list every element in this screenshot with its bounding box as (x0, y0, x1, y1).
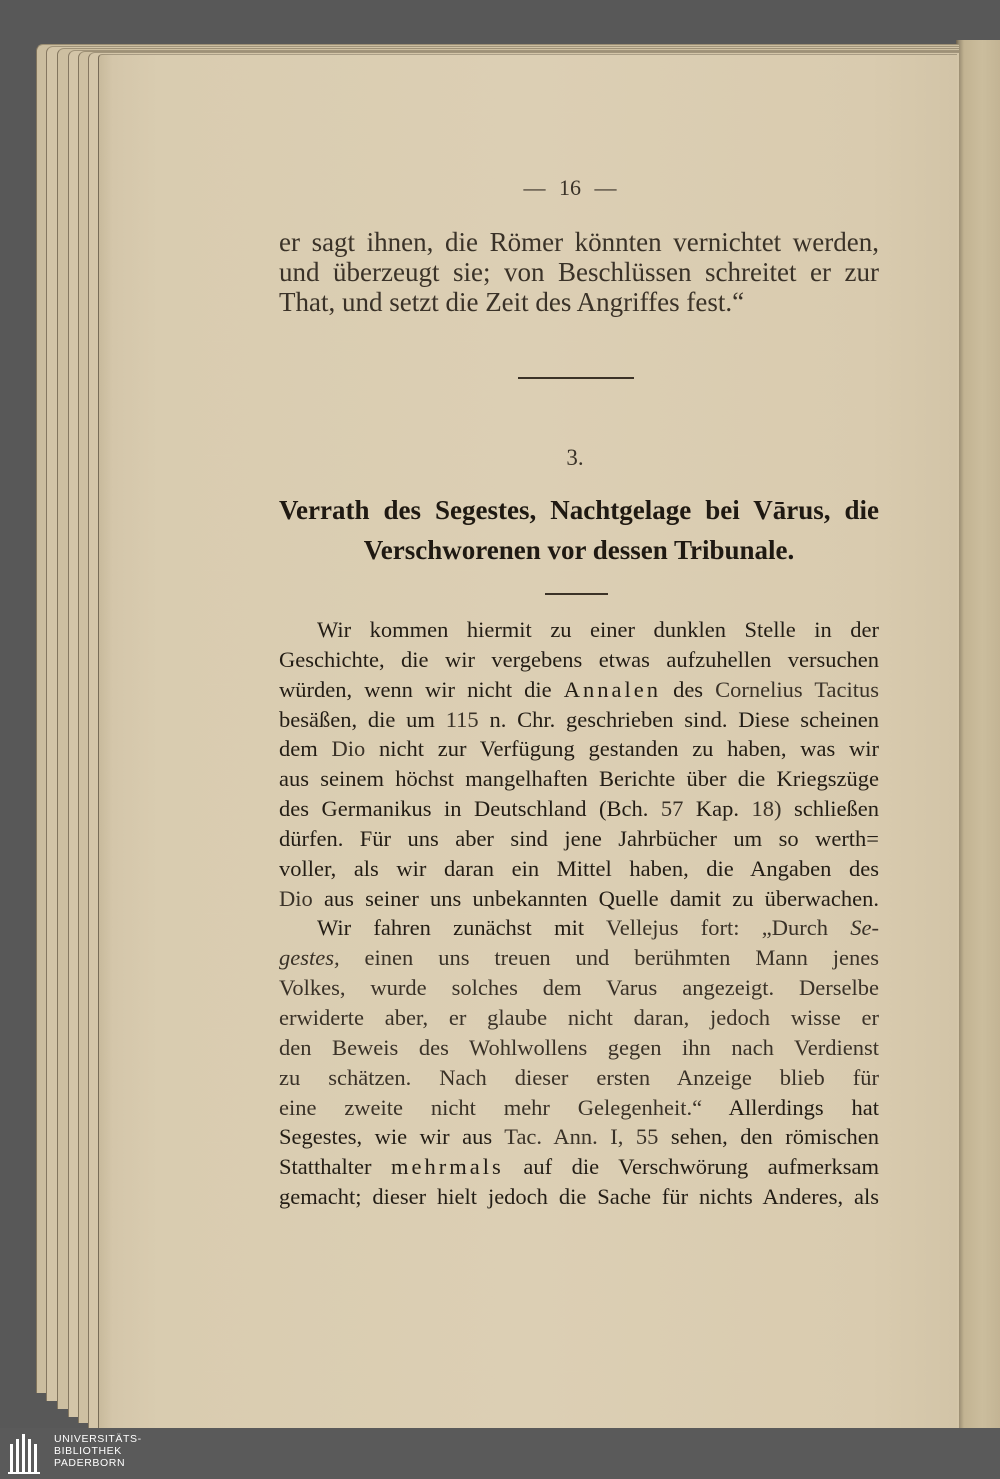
fraktur-text: dem (279, 736, 332, 762)
body-line (279, 1152, 879, 1182)
library-logo-text (54, 1433, 142, 1469)
heading-divider (545, 593, 608, 595)
body-paragraph (279, 615, 879, 1212)
fraktur-text: aus seinem höchst mangelhaften Berichte über die Kriegszüge (279, 766, 879, 792)
fraktur-text: dürfen. Für uns aber sind jene Jahrbücher um so werth= (279, 825, 879, 851)
body-line (279, 615, 879, 645)
body-line (279, 1033, 879, 1063)
body-line (279, 884, 879, 914)
spaced-emphasis: mehrmals (391, 1154, 504, 1180)
library-logo-icon (6, 1432, 46, 1476)
antiqua-text: Tac. Ann. I, 55 (504, 1124, 659, 1150)
antiqua-text: eine zweite nicht mehr Gelegenheit.“ (279, 1094, 729, 1120)
section-heading (279, 490, 879, 570)
library-footer-bar (0, 1428, 1000, 1479)
body-line (279, 705, 879, 735)
spaced-emphasis: Annalen (563, 676, 661, 702)
antiqua-text: zu schätzen. Nach dieser ersten Anzeige blieb für (279, 1064, 879, 1090)
italic-name: Se- (850, 915, 879, 941)
body-line (279, 943, 879, 973)
fraktur-text: würden, wenn wir nicht die (279, 676, 564, 702)
fraktur-text: Kap. (683, 796, 752, 822)
section-divider (518, 377, 634, 379)
fraktur-text: besäßen, die um (279, 706, 446, 732)
fraktur-text: n. Chr. geschrieben sind. Diese scheinen (478, 706, 879, 732)
body-line (279, 764, 879, 794)
fraktur-text: Segestes, wie wir aus (279, 1124, 505, 1150)
fraktur-text: Geschichte, die wir vergebens etwas aufzuhellen versuchen (279, 646, 879, 672)
fraktur-text: des (660, 676, 716, 702)
body-line (279, 1003, 879, 1033)
fraktur-text: voller, als wir daran ein Mittel haben, die Angaben des (279, 855, 879, 881)
body-line (279, 1063, 879, 1093)
intro-paragraph (279, 227, 879, 317)
fraktur-text: nicht zur Verfügung gestanden zu haben, was wir (365, 736, 879, 762)
fraktur-text: Statthalter (279, 1154, 392, 1180)
section-number: 3. (566, 445, 584, 470)
body-line (279, 913, 879, 943)
fraktur-text: gemacht; dieser hielt jedoch die Sache für nichts Anderes, als (279, 1184, 879, 1210)
antiqua-text: 57 (660, 796, 684, 822)
logo-text-line: BIBLIOTHEK (54, 1445, 122, 1457)
antiqua-text: 18) (751, 796, 782, 822)
antiqua-text: Vellejus fort: „Durch (605, 915, 851, 941)
body-line (279, 854, 879, 884)
antiqua-text: Cornelius Tacitus (715, 676, 879, 702)
heading-line: Verschworenen vor dessen Tribunale. (363, 535, 795, 565)
body-line (279, 824, 879, 854)
page-number: — 16 — (523, 175, 617, 200)
body-line (279, 675, 879, 705)
fraktur-text: sehen, den römischen (658, 1124, 879, 1150)
fraktur-text: aus seiner uns unbekannten Quelle damit zu überwachen. (312, 885, 879, 911)
fraktur-text: Allerdings hat (728, 1094, 879, 1120)
body-line (279, 1093, 879, 1123)
body-line (279, 973, 879, 1003)
body-line (279, 645, 879, 675)
fraktur-text: schließen (781, 796, 879, 822)
antiqua-text: Dio (331, 736, 366, 762)
body-line (279, 734, 879, 764)
intro-line: er sagt ihnen, die Römer könnten vernichtet werden, (279, 227, 879, 257)
logo-text-line: UNIVERSITÄTS- (54, 1433, 142, 1445)
logo-text-line: PADERBORN (54, 1457, 126, 1469)
antiqua-text: Dio (279, 885, 313, 911)
heading-line: Verrath des Segestes, Nachtgelage bei Vārus, die (279, 495, 879, 525)
intro-line: That, und setzt die Zeit des Angriffes fest.“ (279, 287, 745, 317)
fraktur-text: Wir fahren zunächst mit (317, 915, 606, 941)
antiqua-text: den Beweis des Wohlwollens gegen ihn nach Verdienst (279, 1034, 879, 1060)
body-line (279, 1182, 879, 1212)
body-line (279, 1122, 879, 1152)
antiqua-text: einen uns treuen und berühmten Mann jenes (339, 945, 879, 971)
body-line (279, 794, 879, 824)
antiqua-text: Volkes, wurde solches dem Varus angezeigt. Derselbe (279, 975, 879, 1001)
fraktur-text: auf die Verschwörung aufmerksam (503, 1154, 879, 1180)
antiqua-text: erwiderte aber, er glaube nicht daran, jedoch wisse er (279, 1004, 879, 1030)
intro-line: und überzeugt sie; von Beschlüssen schreitet er zur (279, 257, 879, 287)
fraktur-text: Wir kommen hiermit zu einer dunklen Stelle in der (317, 617, 879, 642)
fraktur-text: des Germanikus in Deutschland (Bch. (279, 796, 661, 822)
antiqua-text: 115 (445, 706, 479, 732)
italic-name: gestes, (279, 945, 340, 971)
